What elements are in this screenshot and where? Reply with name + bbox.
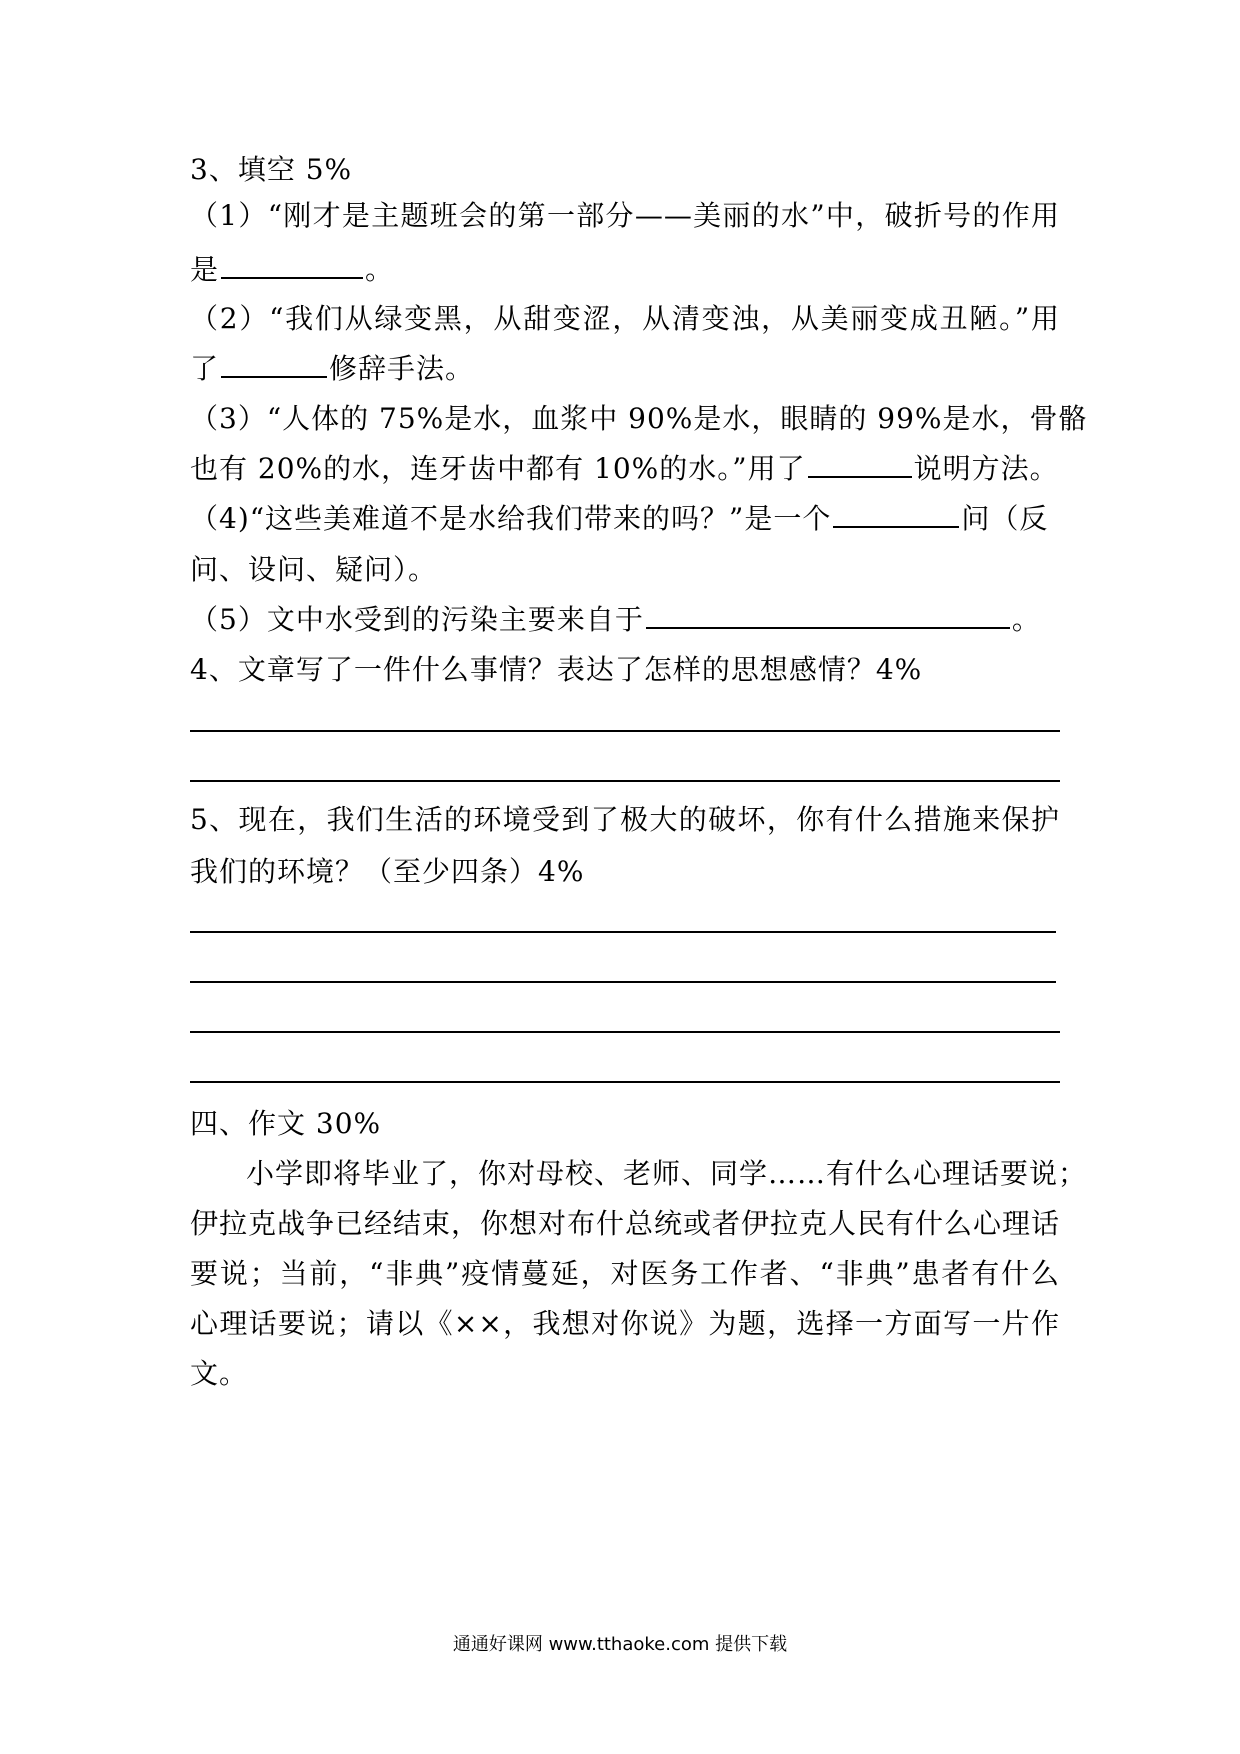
answer-blank-1[interactable] — [221, 251, 363, 279]
q3-item1-line1: （1）“刚才是主题班会的第一部分——美丽的水”中，破折号的作用 — [190, 199, 1060, 232]
q5-line2: 我们的环境？（至少四条）4% — [190, 855, 585, 888]
q3-item5 — [190, 600, 1060, 640]
q3-item4-prefix: （4)“这些美难道不是水给我们带来的吗？”是一个 — [190, 502, 832, 535]
q4-answer-line-1[interactable] — [190, 730, 1060, 732]
q3-item2-suffix: 修辞手法。 — [329, 352, 475, 385]
answer-blank-5[interactable] — [646, 601, 1010, 629]
essay-line-2: 伊拉克战争已经结束，你想对布什总统或者伊拉克人民有什么心理话 — [190, 1207, 1061, 1240]
page-footer: 通通好课网 www.tthaoke.com 提供下载 — [452, 1634, 788, 1655]
q3-item2-prefix: 了 — [190, 352, 220, 385]
q5-answer-line-2[interactable] — [190, 981, 1056, 983]
q3-heading: 3、填空 5% — [190, 153, 353, 186]
q3-item5-prefix: （5）文中水受到的污染主要来自于 — [190, 603, 644, 636]
q3-item4-line1 — [190, 499, 1060, 539]
q3-item4-suffix: 问（反 — [961, 502, 1049, 535]
q4-answer-line-2[interactable] — [190, 780, 1060, 782]
essay-line-3: 要说；当前，“非典”疫情蔓延，对医务工作者、“非典”患者有什么 — [190, 1257, 1060, 1290]
q3-item1-prefix: 是 — [190, 253, 220, 286]
q3-item2-line1: （2）“我们从绿变黑，从甜变涩，从清变浊，从美丽变成丑陋。”用 — [190, 302, 1060, 335]
q5-answer-line-4[interactable] — [190, 1081, 1060, 1083]
q5-answer-line-3[interactable] — [190, 1031, 1060, 1033]
q3-item3-line1: （3）“人体的 75%是水，血浆中 90%是水，眼睛的 99%是水，骨骼 — [190, 402, 1088, 435]
q5-line1: 5、现在，我们生活的环境受到了极大的破坏，你有什么措施来保护 — [190, 803, 1060, 836]
essay-heading: 四、作文 30% — [190, 1107, 382, 1140]
q3-item4-line2: 问、设问、疑问）。 — [190, 553, 438, 586]
answer-blank-2[interactable] — [221, 350, 327, 378]
q3-item5-suffix: 。 — [1011, 603, 1041, 636]
essay-line-1: 小学即将毕业了，你对母校、老师、同学……有什么心理话要说； — [246, 1157, 1088, 1190]
q3-item3-line2 — [190, 449, 1060, 489]
answer-blank-3[interactable] — [808, 450, 912, 478]
q3-item2-line2 — [190, 349, 1060, 389]
q3-item1-suffix: 。 — [365, 253, 395, 286]
q3-item1-line2 — [190, 250, 1060, 290]
answer-blank-4[interactable] — [833, 500, 959, 528]
q4-text: 4、文章写了一件什么事情？表达了怎样的思想感情？4% — [190, 653, 923, 686]
q5-answer-line-1[interactable] — [190, 931, 1056, 933]
essay-line-5: 文。 — [190, 1357, 249, 1390]
q3-item3-suffix: 说明方法。 — [913, 452, 1059, 485]
q3-item3-prefix: 也有 20%的水，连牙齿中都有 10%的水。”用了 — [190, 452, 806, 485]
essay-line-4: 心理话要说；请以《××，我想对你说》为题，选择一方面写一片作 — [190, 1307, 1060, 1340]
